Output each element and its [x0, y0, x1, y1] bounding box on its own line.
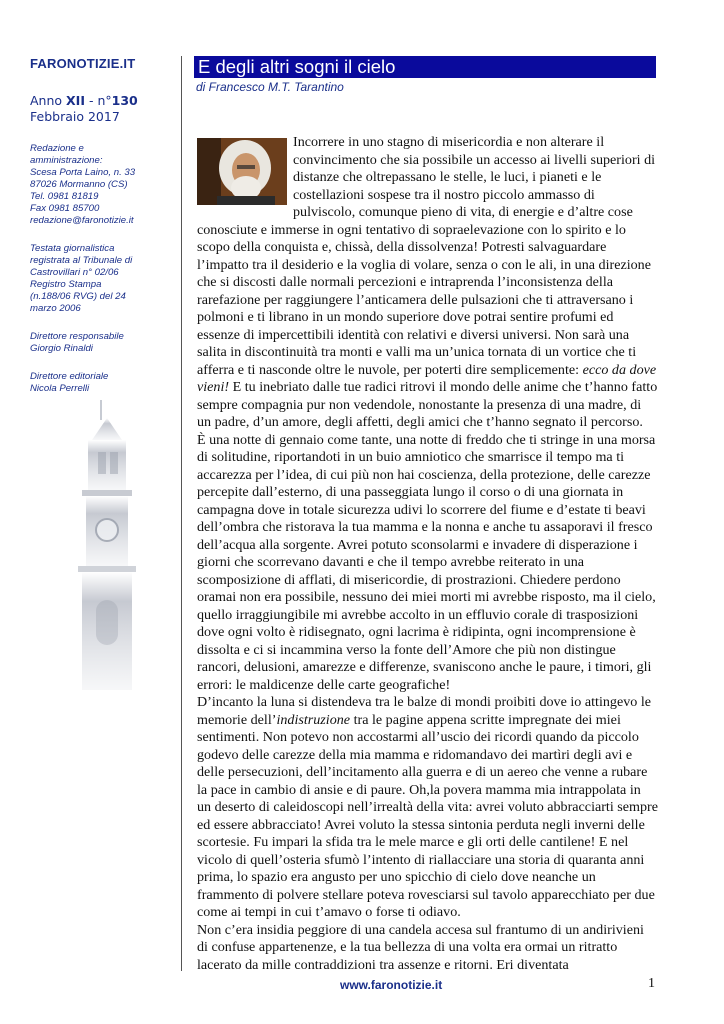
article-author: di Francesco M.T. Tarantino: [196, 80, 344, 94]
testata-line: marzo 2006: [30, 303, 81, 314]
testata-line: Testata giornalistica: [30, 243, 115, 254]
issue-year: XII: [66, 93, 85, 108]
paragraph-text: Incorrere in uno stagno di misericordia e non alterare il convincimento che sia possibile un accesso ai livelli superiori di distanze che oltrepassano le stelle, le luci, i pianeti e le costellazioni sospese tra il nostro piccolo ammasso di pulviscolo, comunque pieno di vita, di energie e d’altre cose conosciute e immerse in ogni tentativo di sopraelevazione con lo spirito e lo scopo della conquista e, chissà, della dissolvenza! Potresti salvaguardare l’impatto tra il desiderio e la voglia di volare, senza o con le ali, in una direzione che si discosti dalle normali percezioni e intraprenda l’inconsistenza della rarefazione per raggiungere l’anticamera delle pulsazioni che ti attraversano i polmoni e ti librano in un mondo superiore dove potrai sentire profumi ed essenze di impercettibili identità con relativi e diversi universi. Non sarà una salita in discontinuità tra monti e valli ma un’unica tornata di un vortice che ti afferra e ti nasconde oltre le nuvole, per poterti dire semplicemente:: [197, 134, 656, 378]
testata-block: [30, 243, 175, 315]
article-paragraph: Non c’era insidia peggiore di una candela accesa sul frantumo di un andirivieni di confuse appartenenze, e la tua bellezza di una volta era ormai un ritratto lacerato da mille contraddizioni tra assenze e ritorni. Eri diventata: [197, 921, 644, 973]
redazione-line: Redazione e: [30, 143, 84, 154]
paragraph-text: D’incanto la luna si distendeva tra le balze di mondi proibiti dove io attingevo le memorie dell’: [197, 694, 652, 728]
testata-line: registrata al Tribunale di: [30, 255, 133, 266]
photo-spacer: [197, 134, 293, 221]
testata-line: Registro Stampa: [30, 279, 102, 290]
redazione-line: Fax 0981 85700: [30, 203, 100, 214]
issue-number: 130: [111, 93, 138, 108]
testata-line: Castrovillari n° 02/06: [30, 267, 119, 278]
redazione-line: amministrazione:: [30, 155, 103, 166]
footer-website-link[interactable]: www.faronotizie.it: [340, 978, 443, 992]
bell-tower-illustration: [52, 400, 162, 690]
person-name: Giorgio Rinaldi: [30, 343, 93, 354]
article-paragraph: È una notte di gennaio come tante, una notte di freddo che ti stringe in una morsa di solitudine, riportandoti in un buio amniotico che smarrisce il tempo ma ti accarezza per l’idea, di cui più non hai coscienza, della protezione, delle carezze percepite dall’esterno, di una passeggiata lungo il corso o di una giornata in campagna dove in totale sicurezza udivi lo scorrere del fiume e d’estate ti beavi dell’ombra che ristorava la tua mamma e la nonna e anche tu assaporavi il fresco dell’acqua alla sorgente. Avrei potuto sconsolarmi e invadere di disperazione i giorni che scorrevano davanti e che il tempo avrebbe reiterato in una scomposizione di afflati, di misericordie, di prostrazioni. Chiedere perdono oramai non era possibile, nessuno dei miei morti mi avrebbe risposto, ma il cielo, quello irraggiungibile mi avrebbe accolto in un effluvio corale di trasposizioni dove ogni volto è ridisegnato, ogni lacrima è ridipinta, ogni incomprensione è dissolta e ci si incammina verso la fonte dell’Amore che più non distingue rancori, delusioni, amarezze e differenze, svaniscono anche le paure, i timori, gli errori: le maldicenze delle carte geografiche!: [197, 431, 656, 693]
paragraph-emphasis: indistruzione: [276, 711, 351, 728]
page-number: 1: [648, 976, 655, 991]
paragraph-text: E tu inebriato dalle tue radici ritrovi il mondo delle anime che t’hanno fatto sempre compagnia pur non vedendole, nonostante la presenza di una madre, di un padre, d’un amore, degli affetti, degli amici che t’hanno segnato il percorso.: [197, 379, 658, 430]
person-name: Nicola Perrelli: [30, 383, 90, 394]
redazione-line: Scesa Porta Laino, n. 33: [30, 167, 136, 178]
issue-prefix: Anno: [30, 93, 67, 108]
testata-line: (n.188/06 RVG) del 24: [30, 291, 126, 302]
role-label: Direttore responsabile: [30, 331, 124, 342]
direttore-editoriale-block: [30, 371, 175, 395]
column-divider: [181, 56, 182, 971]
redazione-line: Tel. 0981 81819: [30, 191, 99, 202]
direttore-responsabile-block: [30, 331, 175, 355]
article-title-bar: [194, 56, 656, 78]
article-body: [197, 134, 658, 974]
article-paragraph: [197, 694, 658, 922]
sidebar: [30, 56, 175, 411]
redazione-email: redazione@faronotizie.it: [30, 215, 134, 226]
paragraph-emphasis: ecco da dove vieni!: [197, 361, 657, 395]
article-title: E degli altri sogni il cielo: [198, 56, 396, 77]
issue-date: Febbraio 2017: [30, 109, 120, 124]
issue-mid: - n°: [84, 93, 112, 108]
redazione-block: [30, 143, 175, 227]
role-label: Direttore editoriale: [30, 371, 109, 382]
editorial-info: [30, 143, 175, 395]
redazione-line: 87026 Mormanno (CS): [30, 179, 128, 190]
masthead-brand: FARONOTIZIE.IT: [30, 56, 136, 71]
issue-info: [30, 93, 175, 125]
paragraph-text: tra le pagine appena scritte impregnate dei miei sentimenti. Non potevo non accostarmi all’uscio dei ricordi quando da piccolo godevo delle carezze della mia mamma e ridomandavo dei martìri degli avi e delle persecuzioni, dell’incitamento alla guerra e di un aereo che venne a rubare la pace in cambio di ansie e di paure. Oh,la povera mamma mia intrappolata in un deserto di caleidoscopi nell’irrealtà della vita: avrei voluto abbracciarti sempre ed essere abbracciato! Avrei voluto la stessa sintonia perduta negli inverni delle scortesie. Fu impari la sfida tra le mele marce e gli orti delle cantilene! E nel vicolo di quell’osteria sfumò l’intento di riallacciare una storia di quaranta anni prima, lo spazio era angusto per uno spicchio di cielo dove neanche un frammento di polvere stellare poteva rovesciarsi sul tavolo apparecchiato per due come ai tempi in cui t’amavo o forse ti odiavo.: [197, 711, 658, 920]
